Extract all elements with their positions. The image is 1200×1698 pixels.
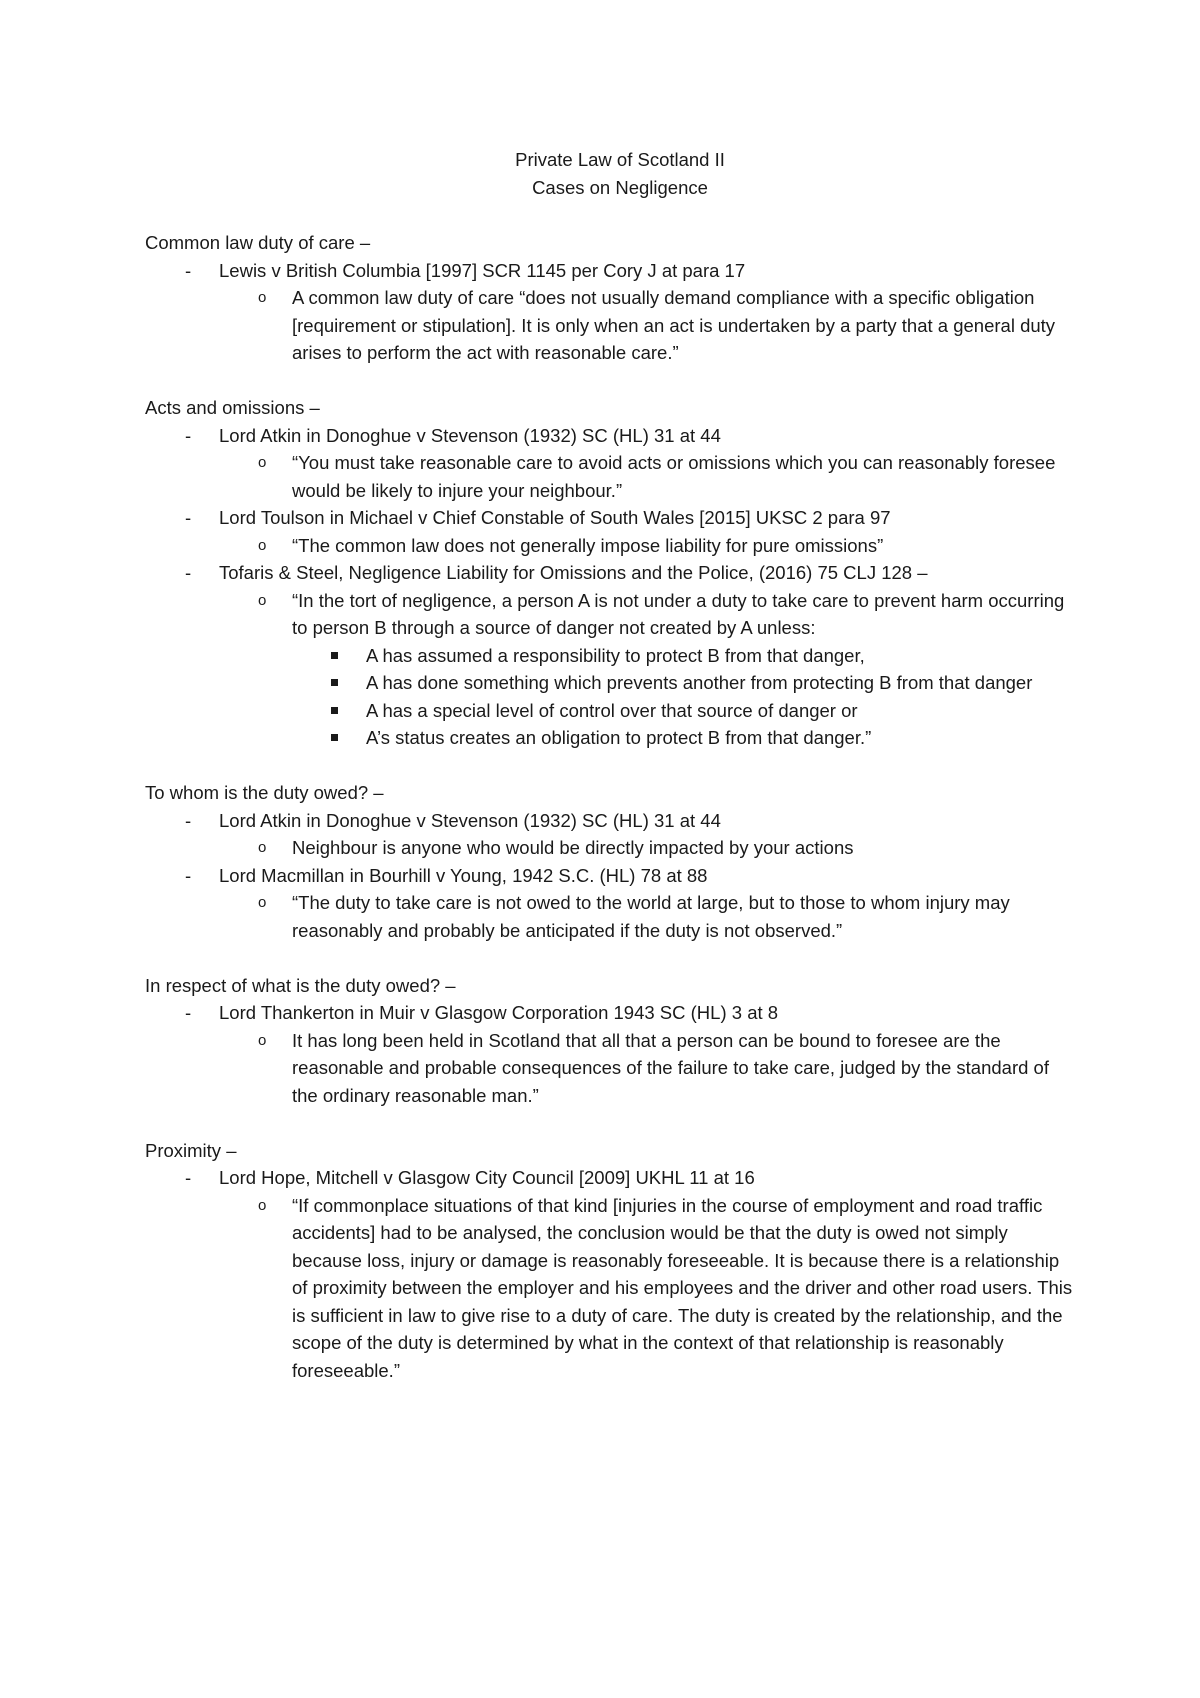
section: [145, 1137, 1075, 1385]
note-item: [145, 1027, 1075, 1110]
subitem-text: A has done something which prevents another from protecting B from that danger: [366, 672, 1033, 693]
note-text: It has long been held in Scotland that all that a person can be bound to foresee are the reasonable and probable consequences of the failure to take care, judged by the standard of the ordinary reasonable man.”: [292, 1029, 1049, 1106]
note-text: “The duty to take care is not owed to the world at large, but to those to whom injury may reasonably and probably be anticipated if the duty is not observed.”: [292, 892, 1010, 941]
case-citation: Lord Macmillan in Bourhill v Young, 1942 S.C. (HL) 78 at 88: [219, 864, 708, 886]
circle-bullet: o: [258, 839, 267, 856]
case-citation: Lewis v British Columbia [1997] SCR 1145 per Cory J at para 17: [219, 259, 746, 281]
section-heading: Acts and omissions –: [145, 397, 320, 418]
section-heading: Common law duty of care –: [145, 232, 371, 253]
subitem: [145, 697, 1075, 725]
note-item: [145, 1192, 1075, 1385]
dash-bullet: -: [185, 562, 192, 583]
section: [145, 972, 1075, 1110]
document-body: [145, 229, 1075, 1412]
circle-bullet: o: [258, 289, 267, 306]
section-heading: Proximity –: [145, 1139, 237, 1161]
dash-bullet: -: [185, 507, 192, 528]
dash-bullet: -: [185, 1167, 192, 1188]
circle-bullet: o: [258, 536, 267, 554]
square-bullet-icon: [331, 707, 338, 714]
note-text: “If commonplace situations of that kind [injuries in the course of employment and road traffic accidents] had to be analysed, the conclusion would be that the duty is owed not simply because loss, injury or damage is reasonably foreseeable. It is because there is a relationship of proximity between the employer and his employees and the driver and other road users. This is sufficient in law to give rise to a duty of care. The duty is created by the relationship, and the scope of the duty is determined by what in the context of that relationship is reasonably foreseeable.”: [292, 1194, 1073, 1381]
note-item: [145, 834, 1075, 862]
note-text: Neighbour is anyone who would be directly impacted by your actions: [292, 837, 854, 858]
case-item: [145, 422, 1075, 450]
subitem-text: A has assumed a responsibility to protect B from that danger,: [366, 644, 865, 666]
subitem-text: A has a special level of control over that source of danger or: [366, 699, 858, 721]
dash-bullet: -: [185, 1002, 192, 1023]
case-item: [145, 504, 1075, 532]
note-text: “In the tort of negligence, a person A is not under a duty to take care to prevent harm occurring to person B through a source of danger not created by A unless:: [292, 589, 1065, 638]
note-text: “You must take reasonable care to avoid acts or omissions which you can reasonably foresee would be likely to injure your neighbour.”: [292, 452, 1056, 501]
note-item: [145, 532, 1075, 560]
square-bullet-icon: [331, 679, 338, 686]
circle-bullet: o: [258, 1031, 267, 1049]
dash-bullet: -: [185, 864, 192, 886]
case-item: [145, 999, 1075, 1027]
circle-bullet: o: [258, 454, 267, 471]
case-citation: Lord Toulson in Michael v Chief Constable of South Wales [2015] UKSC 2 para 97: [219, 507, 891, 528]
title-block: [0, 146, 1200, 201]
section: [145, 394, 1075, 752]
case-citation: Lord Atkin in Donoghue v Stevenson (1932) SC (HL) 31 at 44: [219, 424, 721, 446]
section: [145, 779, 1075, 944]
dash-bullet: -: [185, 424, 192, 446]
dash-bullet: -: [185, 259, 192, 281]
note-item: [145, 889, 1075, 944]
square-bullet-icon: [331, 734, 338, 741]
circle-bullet: o: [258, 591, 267, 609]
note-text: “The common law does not generally impose liability for pure omissions”: [292, 534, 884, 556]
circle-bullet: o: [258, 1196, 267, 1214]
note-item: [145, 587, 1075, 642]
document-subtitle: Cases on Negligence: [532, 176, 708, 198]
circle-bullet: o: [258, 894, 267, 911]
case-item: [145, 559, 1075, 587]
document-title: Private Law of Scotland II: [515, 149, 725, 170]
note-item: [145, 284, 1075, 367]
section: [145, 229, 1075, 367]
square-bullet-icon: [331, 652, 338, 659]
subitem: [145, 642, 1075, 670]
case-item: [145, 257, 1075, 285]
section-heading: To whom is the duty owed? –: [145, 782, 384, 803]
subitem: [145, 724, 1075, 752]
subitem-text: A’s status creates an obligation to protect B from that danger.”: [366, 727, 872, 748]
note-text: A common law duty of care “does not usually demand compliance with a specific obligation [requirement or stipulation]. It is only when an act is undertaken by a party that a general duty arises to perform the act with reasonable care.”: [292, 287, 1056, 363]
case-item: [145, 807, 1075, 835]
section-heading: In respect of what is the duty owed? –: [145, 974, 456, 996]
case-item: [145, 1164, 1075, 1192]
note-item: [145, 449, 1075, 504]
case-citation: Tofaris & Steel, Negligence Liability for Omissions and the Police, (2016) 75 CLJ 128 –: [219, 562, 928, 583]
case-citation: Lord Hope, Mitchell v Glasgow City Council [2009] UKHL 11 at 16: [219, 1167, 755, 1188]
case-item: [145, 862, 1075, 890]
subitem: [145, 669, 1075, 697]
case-citation: Lord Thankerton in Muir v Glasgow Corporation 1943 SC (HL) 3 at 8: [219, 1002, 779, 1023]
case-citation: Lord Atkin in Donoghue v Stevenson (1932) SC (HL) 31 at 44: [219, 809, 721, 831]
dash-bullet: -: [185, 809, 192, 831]
